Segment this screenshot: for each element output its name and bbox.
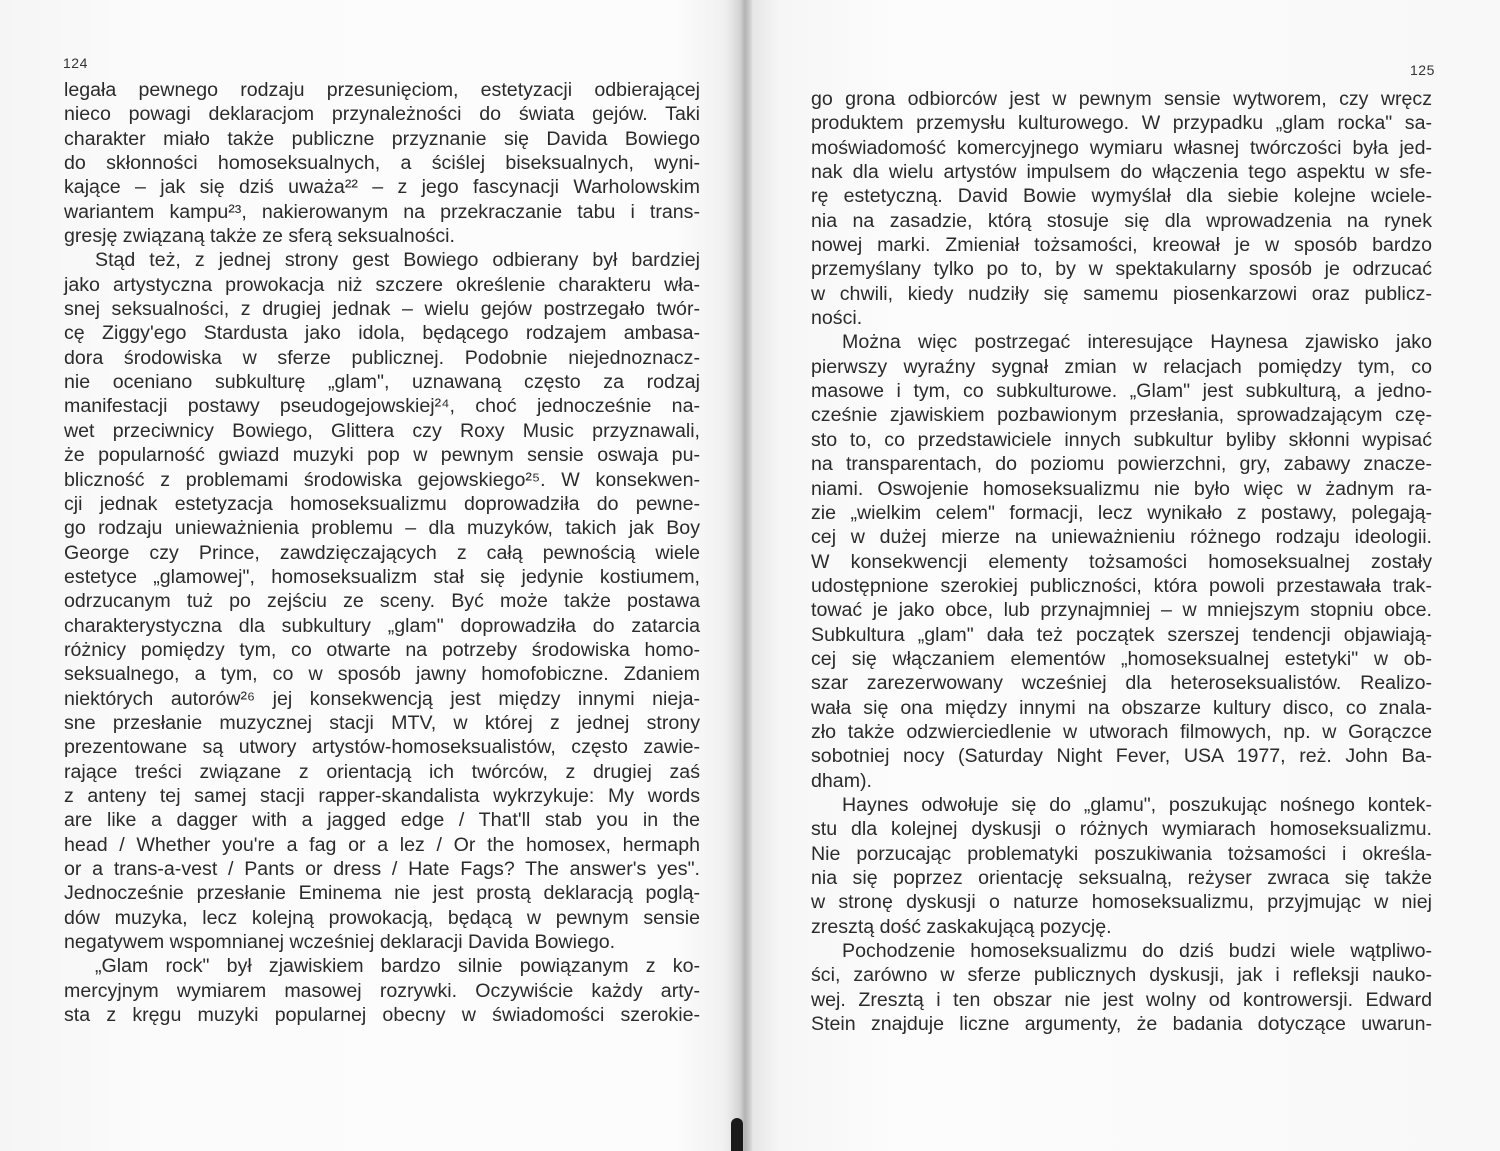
text-line: nie oceniano subkulturę „glam", uznawaną często za rodzaj <box>64 371 700 394</box>
text-line: head / Whether you're a fag or a lez / Or the homosex, hermaph <box>64 833 700 856</box>
text-line: że popularność gwiazd muzyki pop w pewnym sensie oswaja pu- <box>64 444 700 467</box>
text-line: masowe i tym, co subkulturowe. „Glam" jest subkulturą, a jedno- <box>811 380 1432 403</box>
text-line: moświadomość komercyjnego wymiaru własnej twórczości była jed- <box>811 136 1432 159</box>
text-line: sta z kręgu muzyki popularnej obecny w świadomości szerokie- <box>64 1004 700 1027</box>
text-line: ści, zarówno w sferze publicznych dyskusji, jak i refleksji nauko- <box>811 964 1432 987</box>
right-page-text <box>811 87 1432 1036</box>
text-line: go grona odbiorców jest w pewnym sensie wytworem, czy wręcz <box>811 88 1432 110</box>
text-line: cji jednak estetyzacja homoseksualizmu doprowadziła do pewne- <box>64 492 700 515</box>
text-line: w stronę dyskusji o naturze homoseksualizmu, przyjmując w niej <box>811 891 1432 914</box>
text-line: nak dla wielu artystów impulsem do włączenia tego aspektu w sfe- <box>811 161 1432 184</box>
text-line: różnicy pomiędzy tym, co otwarte na potrzeby środowiska homo- <box>64 638 700 661</box>
text-line: cę Ziggy'ego Stardusta jako idola, będącego rodzajem ambasa- <box>64 322 700 345</box>
text-line: bliczność z problemami środowiska gejowskiego²⁵. W konsekwen- <box>64 468 700 491</box>
text-line: George czy Prince, zawdzięczających z całą pewnością wiele <box>64 541 700 564</box>
text-line: negatywem wspomnianej wcześniej deklaracji Davida Bowiego. <box>64 931 616 954</box>
text-line: estetyce „glamowej", homoseksualizm stał się jedynie kostiumem, <box>64 565 700 588</box>
text-line: niami. Oswojenie homoseksualizmu nie było więc w żadnym ra- <box>811 477 1432 500</box>
text-line: go rodzaju unieważnienia problemu – dla muzyków, takich jak Boy <box>64 517 700 540</box>
text-line: tować je jako obce, lub przynajmniej – w mniejszym stopniu obce. <box>811 599 1432 622</box>
text-line: wet przeciwnicy Bowiego, Glittera czy Roxy Music przyznawali, <box>64 419 700 442</box>
text-line: z anteny tej samej stacji rapper-skandalista wykrzykuje: My words <box>64 784 700 807</box>
text-line: nia na zasadzie, którą stosuje się dla wprowadzenia na rynek <box>811 209 1432 232</box>
text-line: Stein znajduje liczne argumenty, że badania dotyczące uwarun- <box>811 1013 1432 1036</box>
text-line: niektórych autorów²⁶ jej konsekwencją jest między innymi nieja- <box>64 687 700 710</box>
text-line: wej. Zresztą i ten obszar nie jest wolny od kontrowersji. Edward <box>811 988 1432 1011</box>
text-line: prezentowane są utwory artystów-homoseksualistów, często zawie- <box>64 736 700 759</box>
left-page <box>0 0 730 1151</box>
text-line: sne przesłanie muzycznej stacji MTV, w której z jednej strony <box>64 711 700 734</box>
text-line: sobotniej nocy (Saturday Night Fever, USA 1977, reż. John Ba- <box>811 745 1432 768</box>
left-page-text <box>64 78 700 1027</box>
text-line: snej seksualności, z drugiej jednak – wielu gejów postrzegało twór- <box>64 298 700 321</box>
text-line: nia się poprzez orientację seksualną, reżyser zwraca się także <box>811 867 1432 889</box>
text-line: dham). <box>811 769 872 792</box>
text-line: zresztą dość zaskakującą pozycję. <box>811 915 1112 938</box>
text-line: or a trans-a-vest / Pants or dress / Hate Fags? The answer's yes". <box>64 858 700 880</box>
text-line: nowej marki. Zmieniał tożsamości, kreował je w sposób bardzo <box>811 234 1432 257</box>
text-line: charakter miało także publiczne przyznanie się Davida Bowiego <box>64 127 700 150</box>
text-line: stu dla kolejnej dyskusji o różnych wymiarach homoseksualizmu. <box>811 818 1432 841</box>
text-line: cej się włączaniem elementów „homoseksualnej estetyki" w ob- <box>811 647 1432 670</box>
text-line: W konsekwencji elementy tożsamości homoseksualnej zostały <box>811 550 1432 573</box>
text-line: Nie porzucając problematyki poszukiwania tożsamości i określa- <box>811 842 1432 865</box>
text-line: cześnie zjawiskiem pozbawionym przesłania, sprowadzającym czę- <box>811 404 1432 427</box>
text-line: mercyjnym wymiarem masowej rozrywki. Oczywiście każdy arty- <box>64 979 700 1002</box>
text-line: Jednocześnie przesłanie Eminema nie jest prostą deklaracją poglą- <box>64 882 700 905</box>
text-line: jako artystyczna prowokacja niż szczere określenie charakteru wła- <box>64 273 700 296</box>
text-line: zło także odzwierciedlenie w utworach filmowych, np. w Gorączce <box>811 720 1432 743</box>
text-line: w chwili, kiedy nudziły się samemu piosenkarzowi oraz publicz- <box>811 282 1432 305</box>
text-line: Haynes odwołuje się do „glamu", poszukując nośnego kontek- <box>842 793 1432 816</box>
text-line: dów muzyka, lecz kolejną prowokacją, będącą w pewnym sensie <box>64 906 700 929</box>
text-line: na transparentach, do poziomu powierzchni, gry, zabawy znacze- <box>811 453 1432 476</box>
binding-edge <box>731 1118 743 1151</box>
text-line: charakterystyczna dla subkultury „glam" doprowadziła do zatarcia <box>64 614 700 637</box>
text-line: seksualnego, a tym, co w sposób jawny homofobiczne. Zdaniem <box>64 663 700 686</box>
text-line: cej w dużej mierze na unieważnieniu różnego rodzaju ideologii. <box>811 526 1432 549</box>
text-line: legała pewnego rodzaju przesunięciom, estetyzacji odbierającej <box>64 79 700 101</box>
text-line: kające – jak się dziś uważa²² – z jego fascynacji Warholowskim <box>64 176 700 199</box>
text-line: do skłonności homoseksualnych, a ściślej biseksualnych, wyni- <box>64 152 700 175</box>
text-line: gresję związaną także ze sferą seksualności. <box>64 225 455 248</box>
text-line: Pochodzenie homoseksualizmu do dziś budzi wiele wątpliwo- <box>842 940 1432 963</box>
text-line: rę estetyczną. David Bowie wymyślał dla siebie kolejne wciele- <box>811 185 1432 208</box>
page-number-left: 124 <box>63 55 88 71</box>
text-line: wała się ona między innymi na obszarze kultury disco, co znala- <box>811 696 1432 719</box>
text-line: ności. <box>811 307 863 330</box>
text-line: dora środowiska w sferze publicznej. Podobnie niejednoznacz- <box>64 346 700 369</box>
text-line: Subkultura „glam" dała też początek szerszej tendencji objawiają- <box>811 623 1432 646</box>
text-line: Stąd też, z jednej strony gest Bowiego odbierany był bardziej <box>95 249 700 272</box>
text-line: rające treści związane z orientacją ich twórców, z drugiej zaś <box>64 760 700 783</box>
text-line: sto to, co przedstawiciele innych subkultur byliby skłonni wypisać <box>811 428 1432 451</box>
text-line: „Glam rock" był zjawiskiem bardzo silnie powiązanym z ko- <box>95 955 700 978</box>
text-line: zie „wielkim celem" formacji, lecz wynikało z postawy, polegają- <box>811 501 1432 524</box>
text-line: produktem przemysłu kulturowego. W przypadku „glam rocka" sa- <box>811 112 1432 135</box>
right-page <box>752 0 1500 1151</box>
text-line: szar zarezerwowany wcześniej dla heteroseksualistów. Realizo- <box>811 672 1432 695</box>
text-line: przemyślany tylko po to, by w spektakularny sposób je odrzucać <box>811 258 1432 281</box>
text-line: wariantem kampu²³, nakierowanym na przekraczanie tabu i trans- <box>64 200 700 223</box>
text-line: Można więc postrzegać interesujące Haynesa zjawisko jako <box>842 331 1432 354</box>
text-line: manifestacji postawy pseudogejowskiej²⁴, choć jednocześnie na- <box>64 395 700 418</box>
text-line: pierwszy wyraźny sygnał zmian w relacjach pomiędzy tym, co <box>811 355 1432 378</box>
text-line: are like a dagger with a jagged edge / That'll stab you in the <box>64 809 700 832</box>
page-number-right: 125 <box>1410 62 1435 78</box>
text-line: nieco powagi deklaracjom przynależności do świata gejów. Taki <box>64 103 700 126</box>
text-line: udostępnione szerokiej publiczności, która powoli przestawała trak- <box>811 574 1432 597</box>
text-line: odrzucanym tuż po zejściu ze sceny. Być może także postawa <box>64 590 700 613</box>
